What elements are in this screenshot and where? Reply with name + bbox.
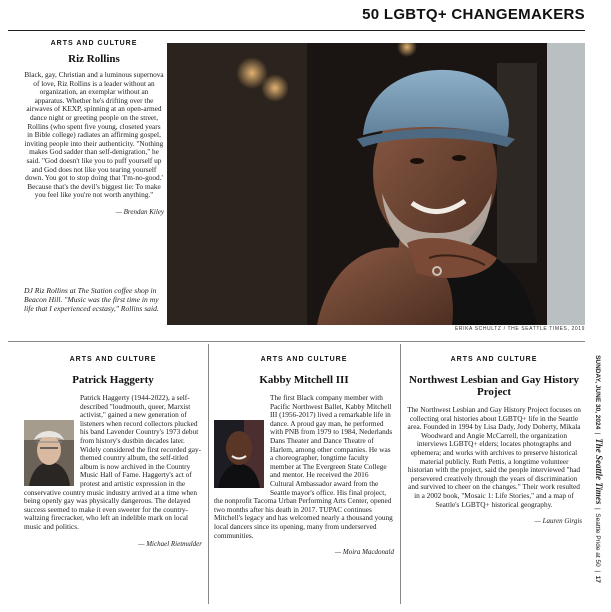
headshot-photo	[24, 420, 74, 486]
page-folio	[590, 334, 608, 604]
feature-article	[24, 40, 164, 216]
article-body: The Northwest Lesbian and Gay History Project focuses on collecting oral histories about LGBTQ+ life in the Seattle area. Founded in 1994 by Lisa Dady, Jody Doherty, Mikala Woodward and Angie McCarrell, the organization interviews LGBTQ+ elders; locates photographs and ephemera; and works with archives to preserve historical material publicly. Ruth Pettis, a longtime volunteer historian with the project, said the people interviewed "had persevered creatively through the years of discrimination and survived to cheer on the changes." Their work resulted in a 2002 book, "Mosaic 1: Life Stories," and a map of Seattle's LGBTQ+ historical geography.	[407, 405, 581, 509]
byline: — Lauren Girgis	[534, 517, 582, 526]
column-divider	[400, 344, 401, 604]
header-rule	[8, 30, 585, 31]
article-kabby-mitchell	[214, 356, 394, 556]
page-number: 17	[594, 575, 601, 583]
article-body: Black, gay, Christian and a luminous supernova of love, Riz Rollins is a leader without an organization, an exemplar without an apparatus. Whether he's drifting over the airwaves of KEXP, spinning at an open-armed dance night or greeting people on the street, Rollins (who spent five young, closeted years in Bible college) radiates an affirming gospel, inviting people into their authenticity. "Nothing makes God sadder than self-denigration," he said. "God doesn't like you to puff yourself up and God does not like you tearing yourself down. You got to stop doing that 'I'm-no-good.' Because that's the devil's biggest lie: To make you feel like you're not worth anything."	[24, 70, 164, 200]
article-body	[24, 394, 202, 532]
headshot-illustration	[24, 420, 74, 486]
headline: Patrick Haggerty	[72, 374, 154, 386]
photo-credit: ERIKA SCHULTZ / THE SEATTLE TIMES, 2019	[454, 326, 585, 332]
newspaper-logo: The Seattle Times	[594, 438, 604, 505]
portrait-photo	[167, 43, 585, 325]
column-divider	[208, 344, 209, 604]
article-nw-history-project	[406, 356, 582, 525]
kicker: ARTS AND CULTURE	[450, 356, 538, 363]
kicker: ARTS AND CULTURE	[50, 40, 138, 47]
section-divider	[8, 341, 585, 342]
headshot-photo	[214, 420, 264, 488]
photo-caption: DJ Riz Rollins at The Station coffee shop in Beacon Hill. "Music was the first time in my life that I experienced ecstasy," Rollins said.	[24, 286, 159, 314]
byline: — Michael Rietmulder	[138, 539, 202, 548]
headline: Riz Rollins	[68, 53, 120, 65]
section-name: Seattle Pride at 50	[594, 513, 601, 567]
article-text: Patrick Haggerty (1944-2022), a self-described "loudmouth, queer, Marxist activist," gained a new generation of listeners when record collectors plucked his band Lavender Country's 1973 debut from history's dustbin decades later. Widely considered the first recorded gay-themed country album, the self-titled album is now archived in the Country Music Hall of Fame. Haggerty's act of protest and artistic expression in the conservative country music industry arrived at a time when being openly gay was physically dangerous. The delayed success seemed to make it even sweeter for the country-waltzing firecracker, who left an indelible mark on local music and politics.	[24, 393, 202, 531]
headline: Kabby Mitchell III	[259, 374, 349, 386]
article-text: The first Black company member with Pacific Northwest Ballet, Kabby Mitchell III (1956-2017) lived a remarkable life in dance. A proud gay man, he performed with PNB from 1979 to 1984, Nederlands Dans Theater and Dance Theatre of Harlem, among other companies. He was a choreographer, longtime faculty member at The Evergreen State College and mentor. He received the 2016 Cultural Ambassador award from the Seattle mayor's office. His final project, the nonprofit Tacoma Urban Performing Arts Center, opened two months after his death in 2017. TUPAC continues Mitchell's legacy and has welcomed nearly a thousand young local dancers since its opening, many from underserved communities.	[214, 393, 393, 540]
folio-line: SUNDAY, JUNE 30, 2024 | The Seattle Times | Seattle Pride at 50 | 17	[594, 355, 604, 583]
kicker: ARTS AND CULTURE	[260, 356, 348, 363]
portrait-illustration	[167, 43, 585, 325]
byline: — Moira Macdonald	[334, 548, 394, 557]
folio-date: SUNDAY, JUNE 30, 2024	[594, 355, 601, 430]
byline: — Brendan Kiley	[115, 207, 164, 216]
headline: Northwest Lesbian and Gay History Project	[409, 374, 579, 398]
article-patrick-haggerty	[24, 356, 202, 548]
headshot-illustration	[214, 420, 264, 488]
article-body	[214, 394, 394, 540]
section-title: 50 LGBTQ+ CHANGEMAKERS	[362, 6, 585, 23]
kicker: ARTS AND CULTURE	[69, 356, 157, 363]
